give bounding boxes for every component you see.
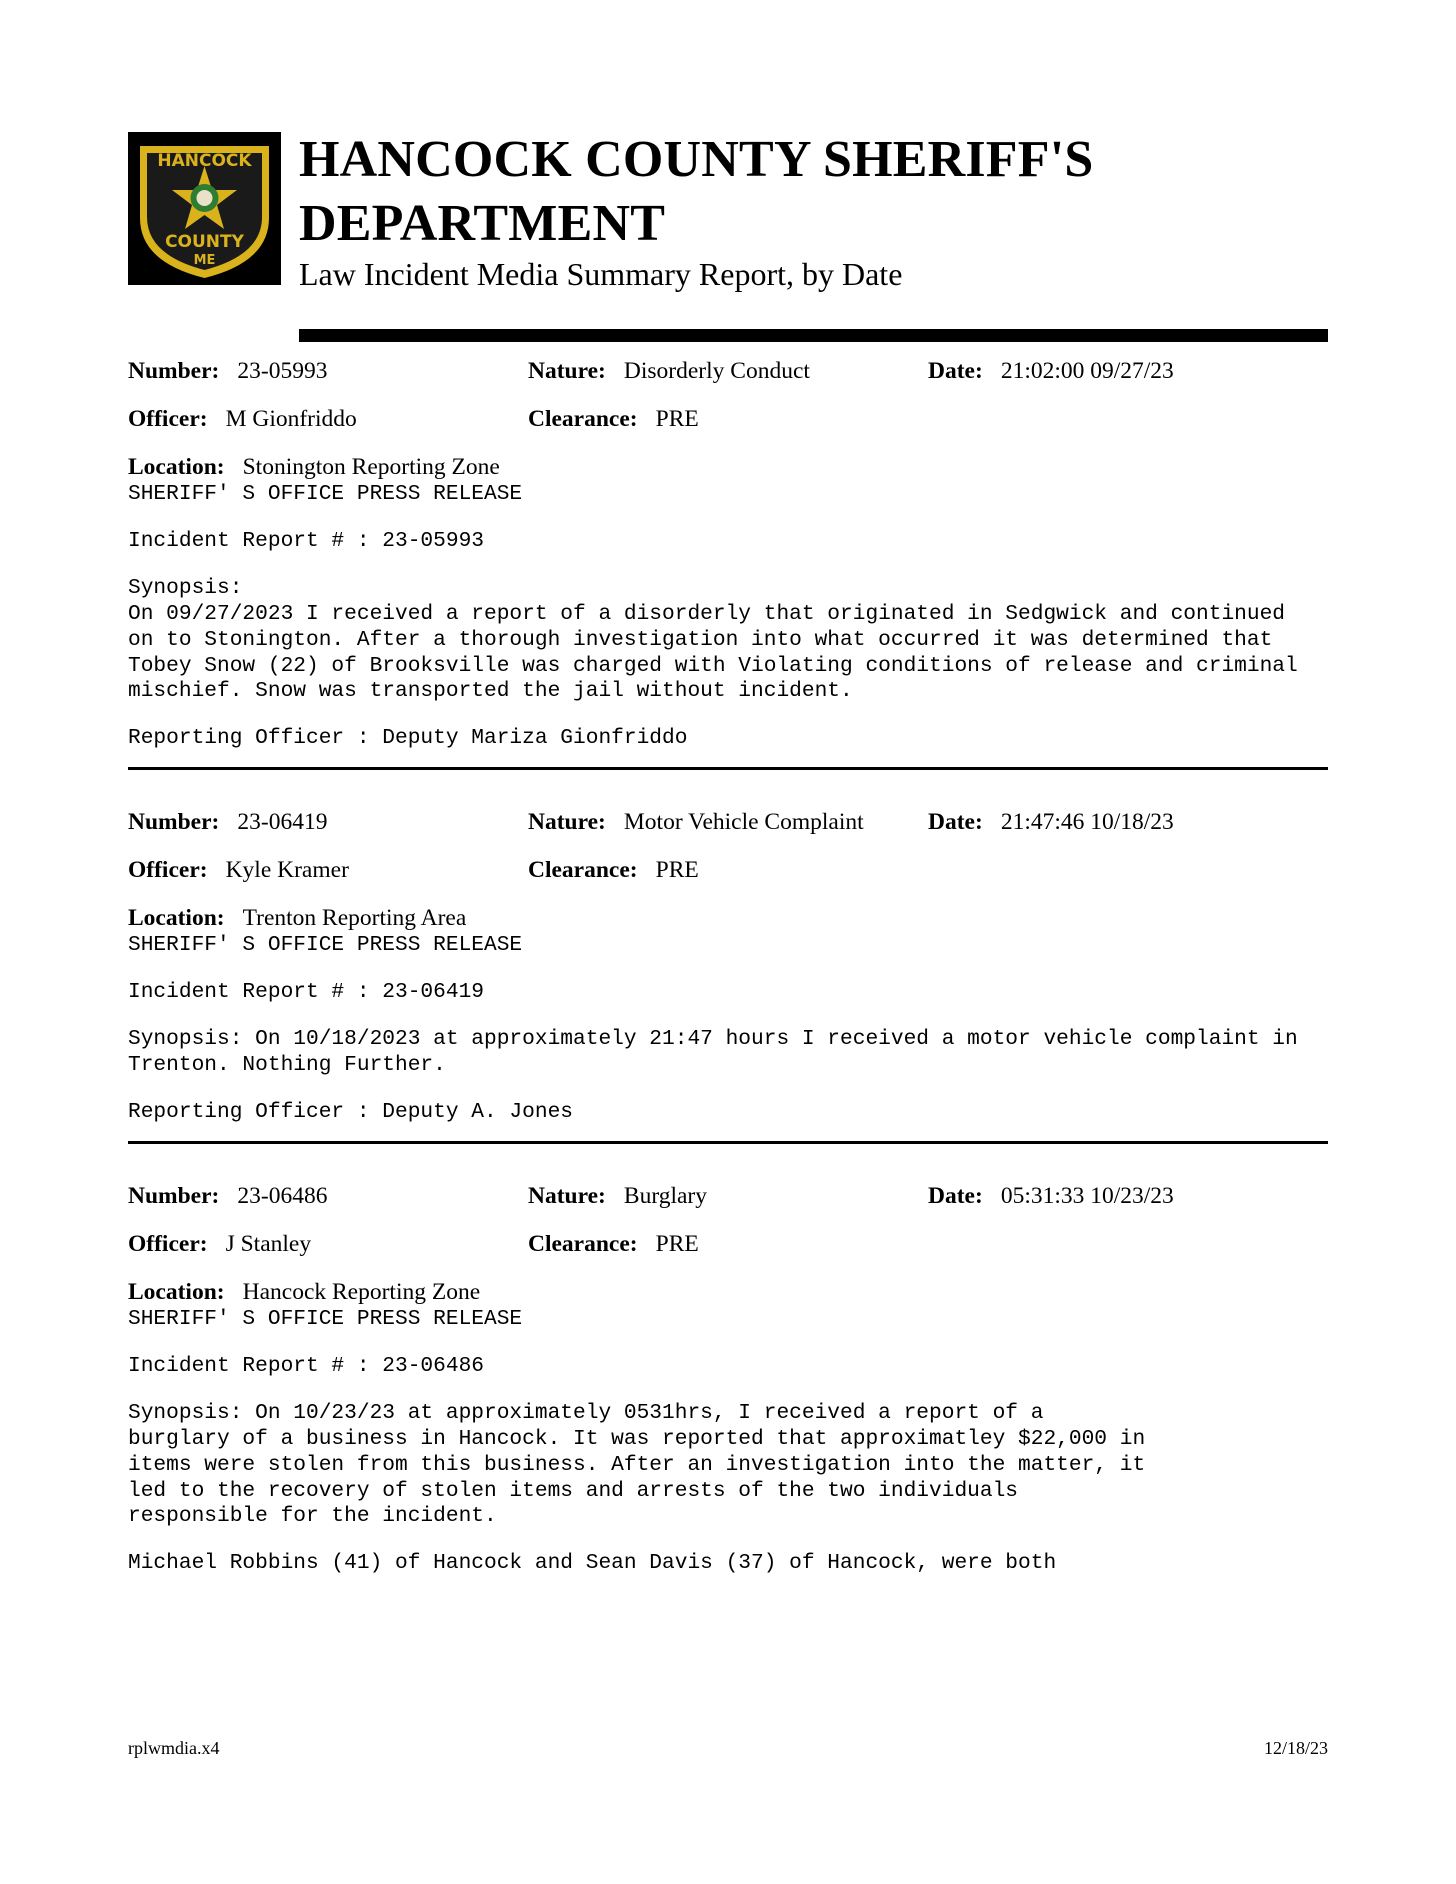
synopsis: Synopsis: On 09/27/2023 I received a report of a disorderly that originated in Sedgwick and continued on to Stonington. After a thorough investigation into what occurred it was determined that Tobey Snow (22) of Brooksville was charged with Violating conditions of release and criminal mischief. Snow was transported the jail without incident. — [128, 576, 1298, 704]
reporting-officer: Reporting Officer : Deputy A. Jones — [128, 1100, 574, 1125]
clearance-field: Clearance: PRE — [528, 1231, 699, 1257]
svg-text:HANCOCK: HANCOCK — [157, 151, 252, 171]
synopsis-continuation: Michael Robbins (41) of Hancock and Sean Davis (37) of Hancock, were both — [128, 1551, 1057, 1576]
number-field: Number: 23-05993 — [128, 358, 328, 384]
incident-location: Hancock Reporting Zone — [242, 1279, 481, 1305]
incident-report-number: Incident Report # : 23-06486 — [128, 1354, 485, 1379]
incident-divider — [128, 1141, 1328, 1144]
footer-print-date: 12/18/23 — [1263, 1738, 1328, 1758]
incident-divider — [128, 767, 1328, 770]
header-divider — [299, 329, 1328, 342]
officer-field: Officer: Kyle Kramer — [128, 857, 349, 883]
incident-officer: M Gionfriddo — [225, 406, 357, 432]
officer-row — [128, 1229, 1328, 1277]
incident-date: 05:31:33 10/23/23 — [1000, 1183, 1174, 1209]
nature-field: Nature: Burglary — [528, 1183, 708, 1209]
incident-report-number: Incident Report # : 23-05993 — [128, 529, 485, 554]
reporting-officer: Reporting Officer : Deputy Mariza Gionfriddo — [128, 726, 688, 751]
press-release-heading: SHERIFF' S OFFICE PRESS RELEASE — [128, 933, 523, 957]
incident-number: 23-06486 — [237, 1183, 328, 1209]
number-field: Number: 23-06419 — [128, 809, 328, 835]
incident-date: 21:47:46 10/18/23 — [1000, 809, 1174, 835]
number-field: Number: 23-06486 — [128, 1183, 328, 1209]
press-release-heading: SHERIFF' S OFFICE PRESS RELEASE — [128, 482, 523, 506]
press-release-heading: SHERIFF' S OFFICE PRESS RELEASE — [128, 1307, 523, 1331]
clearance-field: Clearance: PRE — [528, 406, 699, 432]
officer-row — [128, 855, 1328, 903]
sheriff-badge-logo — [128, 132, 281, 285]
officer-field: Officer: M Gionfriddo — [128, 406, 357, 432]
incident-record — [128, 807, 1328, 1126]
date-field: Date: 05:31:33 10/23/23 — [928, 1183, 1174, 1209]
incident-clearance: PRE — [655, 857, 699, 883]
incident-number: 23-05993 — [237, 358, 328, 384]
incident-header-row — [128, 356, 1328, 404]
location-field: Location: Trenton Reporting Area — [128, 905, 467, 931]
nature-field: Nature: Disorderly Conduct — [528, 358, 810, 384]
clearance-field: Clearance: PRE — [528, 857, 699, 883]
footer-report-id: rplwmdia.x4 — [128, 1738, 220, 1758]
officer-row — [128, 404, 1328, 452]
date-field: Date: 21:02:00 09/27/23 — [928, 358, 1174, 384]
incident-nature: Disorderly Conduct — [623, 358, 810, 384]
incident-clearance: PRE — [655, 1231, 699, 1257]
svg-text:ME: ME — [193, 253, 216, 268]
location-field: Location: Stonington Reporting Zone — [128, 454, 500, 480]
date-field: Date: 21:47:46 10/18/23 — [928, 809, 1174, 835]
synopsis: Synopsis: On 10/23/23 at approximately 0531hrs, I received a report of a burglary of a business in Hancock. It was reported that approximatley $22,000 in items were stolen from this business. After an investigation into the matter, it led to the recovery of stolen items and arrests of the two individuals responsible for the incident. — [128, 1401, 1146, 1529]
synopsis: Synopsis: On 10/18/2023 at approximately 21:47 hours I received a motor vehicle complaint in Trenton. Nothing Further. — [128, 1027, 1298, 1078]
incident-officer: Kyle Kramer — [225, 857, 349, 883]
incident-report-number: Incident Report # : 23-06419 — [128, 980, 485, 1005]
nature-field: Nature: Motor Vehicle Complaint — [528, 809, 864, 835]
incident-number: 23-06419 — [237, 809, 328, 835]
svg-text:COUNTY: COUNTY — [165, 232, 244, 252]
incident-nature: Motor Vehicle Complaint — [623, 809, 864, 835]
location-field: Location: Hancock Reporting Zone — [128, 1279, 481, 1305]
page-title: HANCOCK COUNTY SHERIFF'S DEPARTMENT — [299, 131, 1094, 252]
incident-record — [128, 1181, 1328, 1577]
report-subtitle: Law Incident Media Summary Report, by Date — [299, 256, 903, 292]
officer-field: Officer: J Stanley — [128, 1231, 312, 1257]
incident-clearance: PRE — [655, 406, 699, 432]
incident-header-row — [128, 1181, 1328, 1229]
incident-record — [128, 356, 1328, 752]
incident-date: 21:02:00 09/27/23 — [1000, 358, 1174, 384]
incident-nature: Burglary — [623, 1183, 708, 1209]
incident-officer: J Stanley — [225, 1231, 312, 1257]
incident-location: Trenton Reporting Area — [242, 905, 467, 931]
incident-header-row — [128, 807, 1328, 855]
incident-location: Stonington Reporting Zone — [242, 454, 500, 480]
